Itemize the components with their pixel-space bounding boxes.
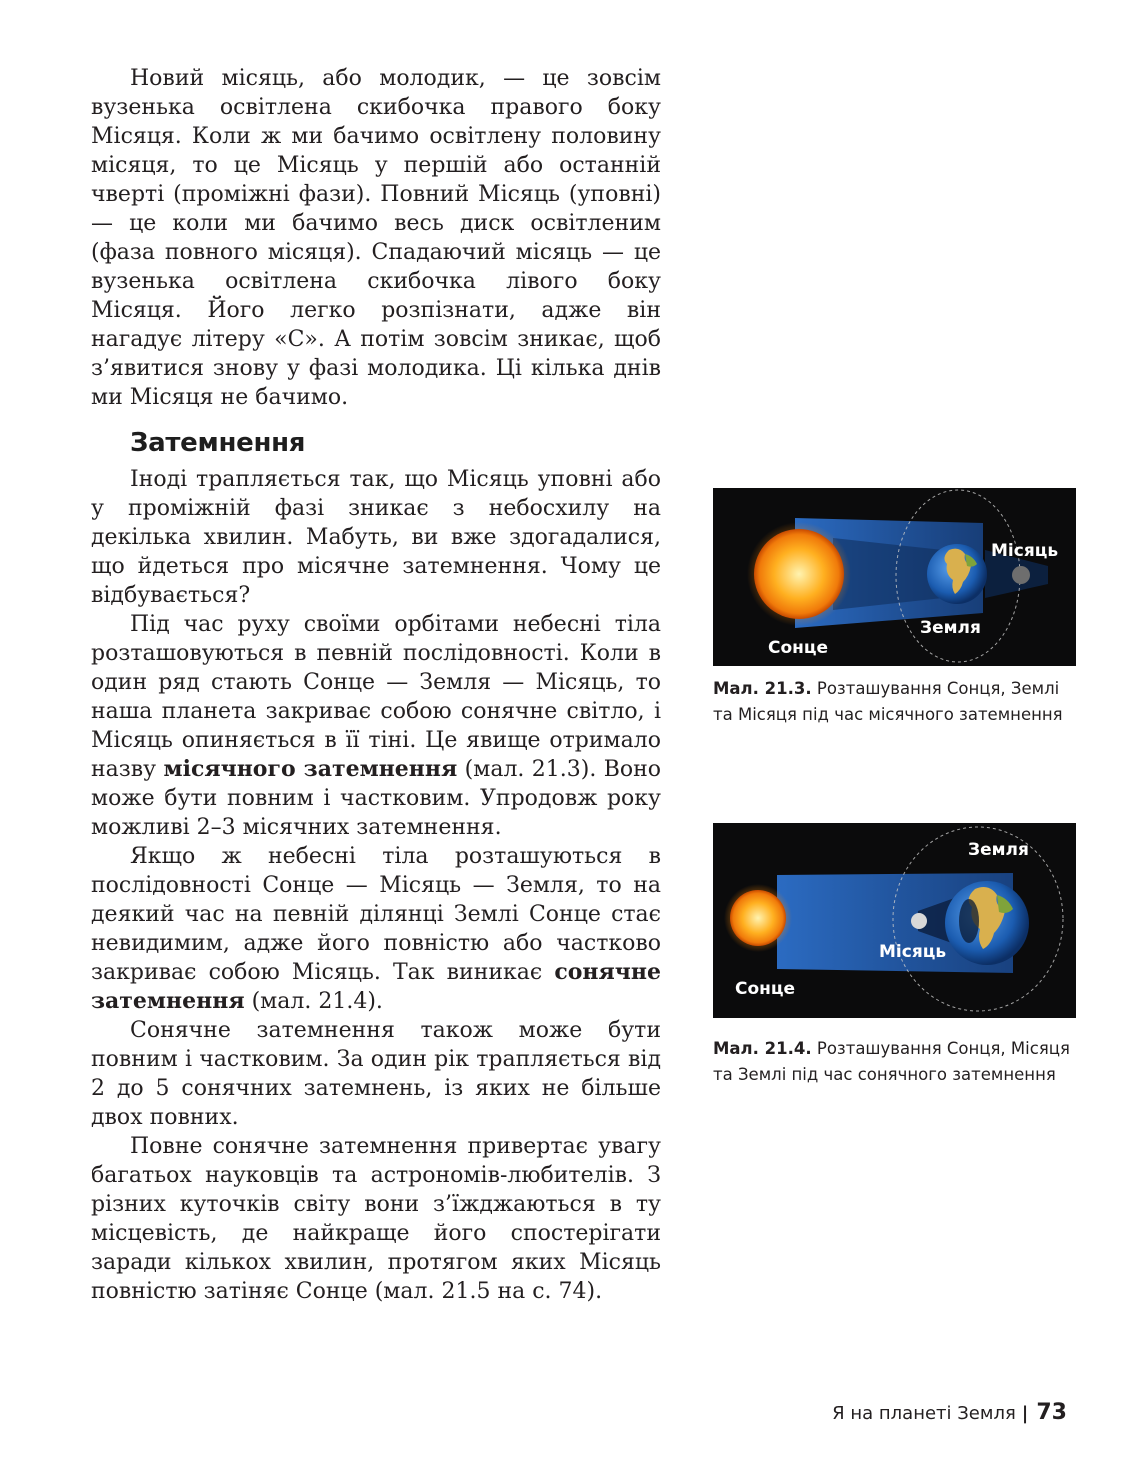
paragraph-lunar-eclipse: Під час руху своїми орбітами небесні тіла розташовуються в певній послідовності. Коли в один ряд стають Сонце — Земля — Місяць, то наша планета закриває собою сонячне світло, і Місяць опиняється в її тіні. Це явище отримало назву місячного затемнення (мал. 21.3). Воно може бути повним і частковим. Упродовж року можливі 2–3 місячних затемнення. — [91, 612, 662, 840]
paragraph-solar-eclipse: Якщо ж небесні тіла розташуються в послідовності Сонце — Місяць — Земля, то на деякий час на певній ділянці Землі Сонце стає невидимим, адже його повністю або частково закриває собою Місяць. Так виникає сонячне затемнення (мал. 21.4). — [91, 844, 661, 1014]
paragraph-intro: Іноді трапляється так, що Місяць уповні або у проміжній фазі зникає з небосхилу на декілька хвилин. Мабуть, ви вже здогадалися, що йдеться про місячне затемнення. Чому це відбувається? — [91, 467, 661, 608]
section-heading-eclipses: Затемнення — [130, 428, 306, 458]
label-sun: Сонце — [768, 638, 829, 658]
moon-shape — [911, 913, 927, 929]
label-moon: Місяць — [991, 541, 1059, 561]
page-number: 73 — [1036, 1400, 1067, 1425]
footer-separator: | — [1021, 1403, 1029, 1424]
paragraph-observers: Повне сонячне затемнення привертає увагу багатьох науковців та астрономів-любителів. З різних куточків світу вони з’їжджаються в ту місцевість, де найкраще його спостерігати заради кількох хвилин, протягом яких Місяць повністю затіняє Сонце (мал. 21.5 на с. 74). — [91, 1134, 661, 1304]
running-title: Я на планеті Земля — [832, 1403, 1016, 1424]
paragraph-solar-frequency: Сонячне затемнення також може бути повним і частковим. За один рік трапляється від 2 до 5 сонячних затемнень, із яких не більше двох повних. — [91, 1018, 661, 1130]
label-moon: Місяць — [879, 942, 947, 962]
term-solar-eclipse: сонячне затемнення — [91, 959, 661, 1014]
figure-lunar-eclipse — [713, 488, 1076, 666]
sun-shape — [730, 890, 786, 946]
paragraph-moon-phases: Новий місяць, або молодик, — це зовсім вузенька освітлена скибочка правого боку Місяця. Коли ж ми бачимо освітлену половину місяця, то це Місяць у першій або останній чверті (проміжні фази). Повний Місяць (уповні) — це коли ми бачимо весь диск освітленим (фаза повного місяця). Спадаючий місяць — це вузенька освітлена скибочка лівого боку Місяця. Його легко розпізнати, адже він нагадує літеру «С». А потім зовсім зникає, щоб з’явитися знову у фазі молодика. Ці кілька днів ми Місяця не бачимо. — [91, 66, 661, 410]
main-text-column — [91, 64, 661, 1306]
earth-shape — [945, 881, 1029, 965]
caption-figure-21-4: Мал. 21.4. Розташування Сонця, Місяця та Землі під час сонячного затемнення — [713, 1039, 1070, 1084]
label-earth: Земля — [920, 618, 981, 638]
moon-shape — [1012, 566, 1030, 584]
label-sun: Сонце — [735, 979, 796, 999]
sun-shape — [754, 529, 844, 619]
term-lunar-eclipse: місячного затемнення — [163, 756, 458, 782]
figure-solar-eclipse — [713, 823, 1076, 1018]
caption-figure-21-3: Мал. 21.3. Розташування Сонця, Землі та Місяця під час місячного затемнення — [713, 679, 1063, 724]
label-earth: Земля — [968, 840, 1029, 860]
page-footer — [832, 1400, 1067, 1427]
